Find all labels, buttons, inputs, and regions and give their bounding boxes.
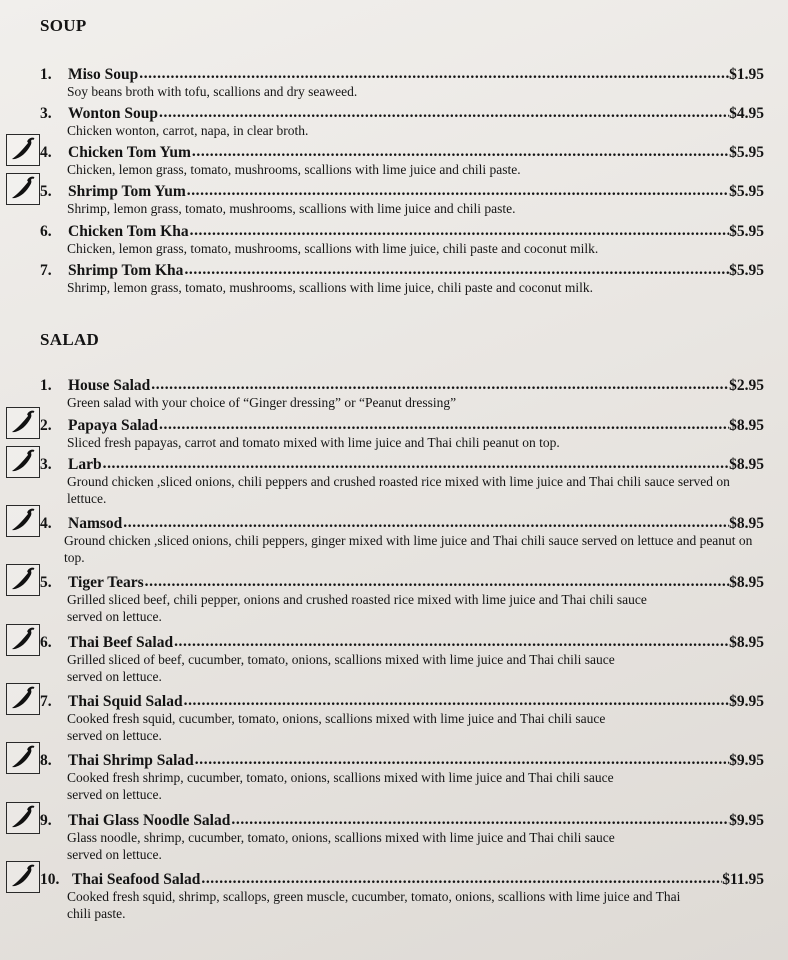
- dot-leader: [122, 515, 729, 531]
- item-number: 7.: [40, 262, 52, 279]
- chili-pepper-icon: [6, 802, 40, 834]
- item-price: $9.95: [729, 812, 764, 829]
- item-price: $8.95: [729, 634, 764, 651]
- dot-leader: [200, 871, 722, 887]
- item-description: Shrimp, lemon grass, tomato, mushrooms, scallions with lime juice and chili paste.: [67, 201, 516, 216]
- item-price: $9.95: [729, 693, 764, 710]
- item-name: Thai Shrimp Salad: [68, 752, 194, 769]
- item-number: 4.: [40, 144, 52, 161]
- chili-pepper-icon: [6, 624, 40, 656]
- menu-item-salad-3: [0, 452, 788, 506]
- dot-leader: [183, 262, 729, 278]
- salad-section-title: SALAD: [40, 330, 100, 349]
- item-price: $9.95: [729, 752, 764, 769]
- dot-leader: [186, 183, 729, 199]
- item-description: Shrimp, lemon grass, tomato, mushrooms, scallions with lime juice, chili paste and coconut milk.: [67, 280, 594, 295]
- chili-pepper-icon: [6, 564, 40, 596]
- item-name: Miso Soup: [68, 66, 139, 83]
- item-number: 6.: [40, 634, 52, 651]
- dot-leader: [102, 456, 730, 472]
- item-price: $8.95: [729, 515, 764, 532]
- item-price: $5.95: [729, 223, 764, 240]
- item-description: Ground chicken ,sliced onions, chili peppers and crushed roasted rice mixed with lime juice and Thai chili sauce served on lettuce.: [67, 474, 730, 506]
- chili-pepper-icon: [6, 446, 40, 478]
- menu-item-salad-5: [0, 570, 788, 624]
- item-number: 1.: [40, 66, 52, 83]
- dot-leader: [144, 574, 729, 590]
- chili-pepper-icon: [6, 505, 40, 537]
- item-number: 10.: [40, 871, 60, 888]
- item-number: 4.: [40, 515, 52, 532]
- item-name: Chicken Tom Yum: [68, 144, 191, 161]
- item-name: Chicken Tom Kha: [68, 223, 189, 240]
- dot-leader: [194, 752, 729, 768]
- item-price: $5.95: [729, 183, 764, 200]
- item-number: 3.: [40, 105, 52, 122]
- item-price: $8.95: [729, 456, 764, 473]
- menu-item-salad-2: [0, 413, 788, 453]
- item-description: Grilled sliced of beef, cucumber, tomato, onions, scallions mixed with lime juice and Thai chili sauce served on lettuce.: [67, 652, 615, 684]
- menu-item-salad-4: [0, 511, 788, 565]
- item-description: Green salad with your choice of “Ginger dressing” or “Peanut dressing”: [67, 395, 457, 410]
- item-number: 2.: [40, 417, 52, 434]
- dot-leader: [230, 812, 729, 828]
- dot-leader: [138, 66, 729, 82]
- item-description: Grilled sliced beef, chili pepper, onions and crushed roasted rice mixed with lime juice and Thai chili sauce served on lettuce.: [67, 592, 647, 624]
- menu-item-salad-6: [0, 630, 788, 684]
- menu-item-salad-10: [0, 867, 788, 921]
- item-description: Chicken, lemon grass, tomato, mushrooms, scallions with lime juice, chili paste and coconut milk.: [67, 241, 599, 256]
- menu-item-salad-9: [0, 808, 788, 862]
- chili-pepper-icon: [6, 683, 40, 715]
- item-description: Chicken, lemon grass, tomato, mushrooms, scallions with lime juice and chili paste.: [67, 162, 521, 177]
- item-number: 9.: [40, 812, 52, 829]
- chili-pepper-icon: [6, 134, 40, 166]
- item-price: $8.95: [729, 574, 764, 591]
- item-name: Shrimp Tom Yum: [68, 183, 186, 200]
- dot-leader: [158, 417, 729, 433]
- item-number: 1.: [40, 377, 52, 394]
- item-price: $2.95: [729, 377, 764, 394]
- item-price: $11.95: [722, 871, 764, 888]
- dot-leader: [173, 634, 729, 650]
- chili-pepper-icon: [6, 861, 40, 893]
- soup-section-title: SOUP: [40, 16, 87, 35]
- item-name: Thai Seafood Salad: [72, 871, 201, 888]
- menu-item-soup-5: [0, 179, 788, 219]
- item-price: $5.95: [729, 144, 764, 161]
- item-name: Tiger Tears: [68, 574, 144, 591]
- menu-item-soup-4: [0, 140, 788, 180]
- item-name: Thai Beef Salad: [68, 634, 174, 651]
- chili-pepper-icon: [6, 742, 40, 774]
- dot-leader: [191, 144, 729, 160]
- menu-item-salad-7: [0, 689, 788, 743]
- item-number: 5.: [40, 183, 52, 200]
- chili-pepper-icon: [6, 173, 40, 205]
- item-name: Shrimp Tom Kha: [68, 262, 184, 279]
- item-name: Wonton Soup: [68, 105, 159, 122]
- item-price: $5.95: [729, 262, 764, 279]
- chili-pepper-icon: [6, 407, 40, 439]
- menu-item-salad-8: [0, 748, 788, 802]
- item-number: 5.: [40, 574, 52, 591]
- dot-leader: [183, 693, 730, 709]
- item-description: Ground chicken ,sliced onions, chili peppers, ginger mixed with lime juice and Thai chili sauce served on lettuce and peanut on top.: [64, 533, 753, 565]
- item-price: $4.95: [729, 105, 764, 122]
- item-name: House Salad: [68, 377, 151, 394]
- item-name: Papaya Salad: [68, 417, 159, 434]
- item-price: $1.95: [729, 66, 764, 83]
- dot-leader: [150, 377, 729, 393]
- item-number: 6.: [40, 223, 52, 240]
- item-description: Glass noodle, shrimp, cucumber, tomato, onions, scallions mixed with lime juice and Thai chili sauce served on lettuce.: [67, 830, 615, 862]
- item-number: 8.: [40, 752, 52, 769]
- item-name: Larb: [68, 456, 102, 473]
- item-description: Chicken wonton, carrot, napa, in clear broth.: [67, 123, 309, 138]
- item-description: Cooked fresh squid, cucumber, tomato, onions, scallions mixed with lime juice and Thai chili sauce served on lettuce.: [67, 711, 606, 743]
- dot-leader: [189, 223, 730, 239]
- item-description: Cooked fresh shrimp, cucumber, tomato, onions, scallions mixed with lime juice and Thai chili sauce served on lettuce.: [67, 770, 614, 802]
- item-name: Namsod: [68, 515, 123, 532]
- item-name: Thai Squid Salad: [68, 693, 183, 710]
- menu-item-soup-6: [0, 219, 788, 259]
- item-description: Cooked fresh squid, shrimp, scallops, green muscle, cucumber, tomato, onions, scallions with lime juice and Thai chili paste.: [67, 889, 681, 921]
- menu-item-soup-1: [0, 62, 788, 102]
- item-price: $8.95: [729, 417, 764, 434]
- item-number: 7.: [40, 693, 52, 710]
- item-description: Sliced fresh papayas, carrot and tomato mixed with lime juice and Thai chili peanut on top.: [67, 435, 560, 450]
- dot-leader: [158, 105, 729, 121]
- menu-item-soup-3: [0, 101, 788, 141]
- menu-item-salad-1: [0, 373, 788, 413]
- item-name: Thai Glass Noodle Salad: [68, 812, 231, 829]
- item-description: Soy beans broth with tofu, scallions and dry seaweed.: [67, 84, 358, 99]
- item-number: 3.: [40, 456, 52, 473]
- menu-item-soup-7: [0, 258, 788, 298]
